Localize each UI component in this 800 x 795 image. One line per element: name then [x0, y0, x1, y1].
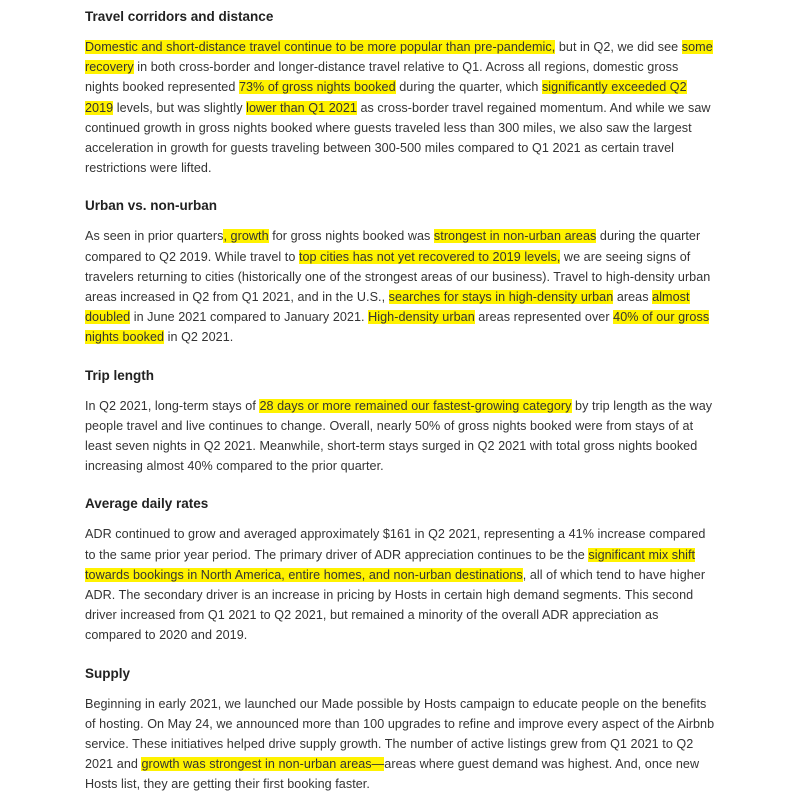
body-text: for gross nights booked was [268, 229, 434, 244]
highlighted-text: 73% of gross nights booked [238, 80, 396, 95]
highlighted-text: Domestic and short-distance travel continue to be more popular than pre-pandemic, [85, 40, 556, 54]
highlighted-text: High-density urban [368, 310, 475, 325]
section-paragraph [85, 694, 715, 795]
highlighted-text: strongest in non-urban areas [433, 229, 597, 244]
highlighted-text: 40% of our gross nights booked [85, 310, 710, 345]
section-urban-vs-non-urban [85, 196, 715, 347]
section-trip-length [85, 366, 715, 477]
highlighted-text: significant mix shift towards bookings in North America, entire homes, and non-urban destinations [85, 547, 696, 582]
section-paragraph [85, 524, 715, 645]
highlighted-text: searches for stays in high-density urban [388, 290, 614, 305]
highlighted-text: top cities has not yet recovered to 2019 levels, [298, 249, 561, 264]
section-paragraph [85, 226, 715, 347]
section-supply [85, 664, 715, 795]
body-text: as cross-border travel regained momentum. And while we saw continued growth in gross nights booked where guests traveled less than 300 miles, we also saw the largest acceleration in growth for guests traveling between 300-500 miles compared to Q1 2021 as certain travel restrictions were lifted. [85, 100, 711, 176]
body-text: areas represented over [474, 310, 614, 325]
section-heading: Urban vs. non-urban [85, 198, 218, 214]
highlighted-text: growth was strongest in non-urban areas— [141, 757, 385, 772]
highlighted-text: lower than Q1 2021 [246, 100, 357, 115]
body-text: but in Q2, we did see [555, 40, 682, 54]
highlighted-text: some recovery [85, 40, 713, 75]
highlighted-text: almost doubled [85, 290, 690, 325]
highlighted-text: , growth [223, 229, 269, 244]
body-text: areas where guest demand was highest. And, once new Hosts list, they are getting their first booking faster. [85, 757, 700, 792]
section-heading: Supply [85, 665, 131, 681]
body-text: Beginning in early 2021, we launched our Made possible by Hosts campaign to educate people on the benefits of hosting. On May 24, we announced more than 100 upgrades to refine and improve every aspect of the Airbnb service. These initiatives helped drive supply growth. The number of active listings grew from Q1 2021 to Q2 2021 and [85, 696, 715, 772]
body-text: by trip length as the way people travel and live continues to change. Overall, nearly 50% of gross nights booked were from stays of at least seven nights in Q2 2021. Meanwhile, short-term stays surged in Q2 2021 with total gross nights booked increasing almost 40% compared to the prior quarter. [85, 398, 713, 474]
section-heading: Travel corridors and distance [85, 9, 274, 24]
body-text: As seen in prior quarters [85, 229, 224, 244]
highlighted-text: 28 days or more remained our fastest-growing category [259, 398, 572, 413]
body-text: areas [613, 290, 653, 305]
body-text: ADR continued to grow and averaged approximately $161 in Q2 2021, representing a 41% increase compared to the same prior year period. The primary driver of ADR appreciation continues to be the [85, 527, 706, 562]
section-heading: Average daily rates [85, 496, 209, 512]
body-text: during the quarter compared to Q2 2019. While travel to [85, 229, 701, 264]
body-text: , all of which tend to have higher ADR. The secondary driver is an increase in pricing by Hosts in certain high demand segments. This second driver increased from Q1 2021 to Q2 2021, but remained a minority of the overall ADR appreciation as compared to 2020 and 2019. [85, 567, 706, 643]
body-text: in June 2021 compared to January 2021. [130, 310, 369, 325]
body-text: we are seeing signs of travelers returning to cities (historically one of the strongest areas of our business). Travel to high-density urban areas increased in Q2 from Q1 2021, and in the U.S., [85, 249, 711, 305]
section-heading: Trip length [85, 367, 154, 383]
body-text: in Q2 2021. [164, 330, 234, 345]
highlighted-text: significantly exceeded Q2 2019 [85, 80, 687, 115]
body-text: In Q2 2021, long-term stays of [85, 398, 260, 413]
section-travel-corridors [85, 7, 715, 178]
section-average-daily-rates [85, 494, 715, 645]
section-paragraph [85, 37, 715, 178]
body-text: in both cross-border and longer-distance travel relative to Q1. Across all regions, domestic gross nights booked represented [85, 60, 679, 95]
body-text: levels, but was slightly [113, 100, 247, 115]
section-paragraph [85, 396, 715, 477]
body-text: during the quarter, which [395, 80, 542, 95]
